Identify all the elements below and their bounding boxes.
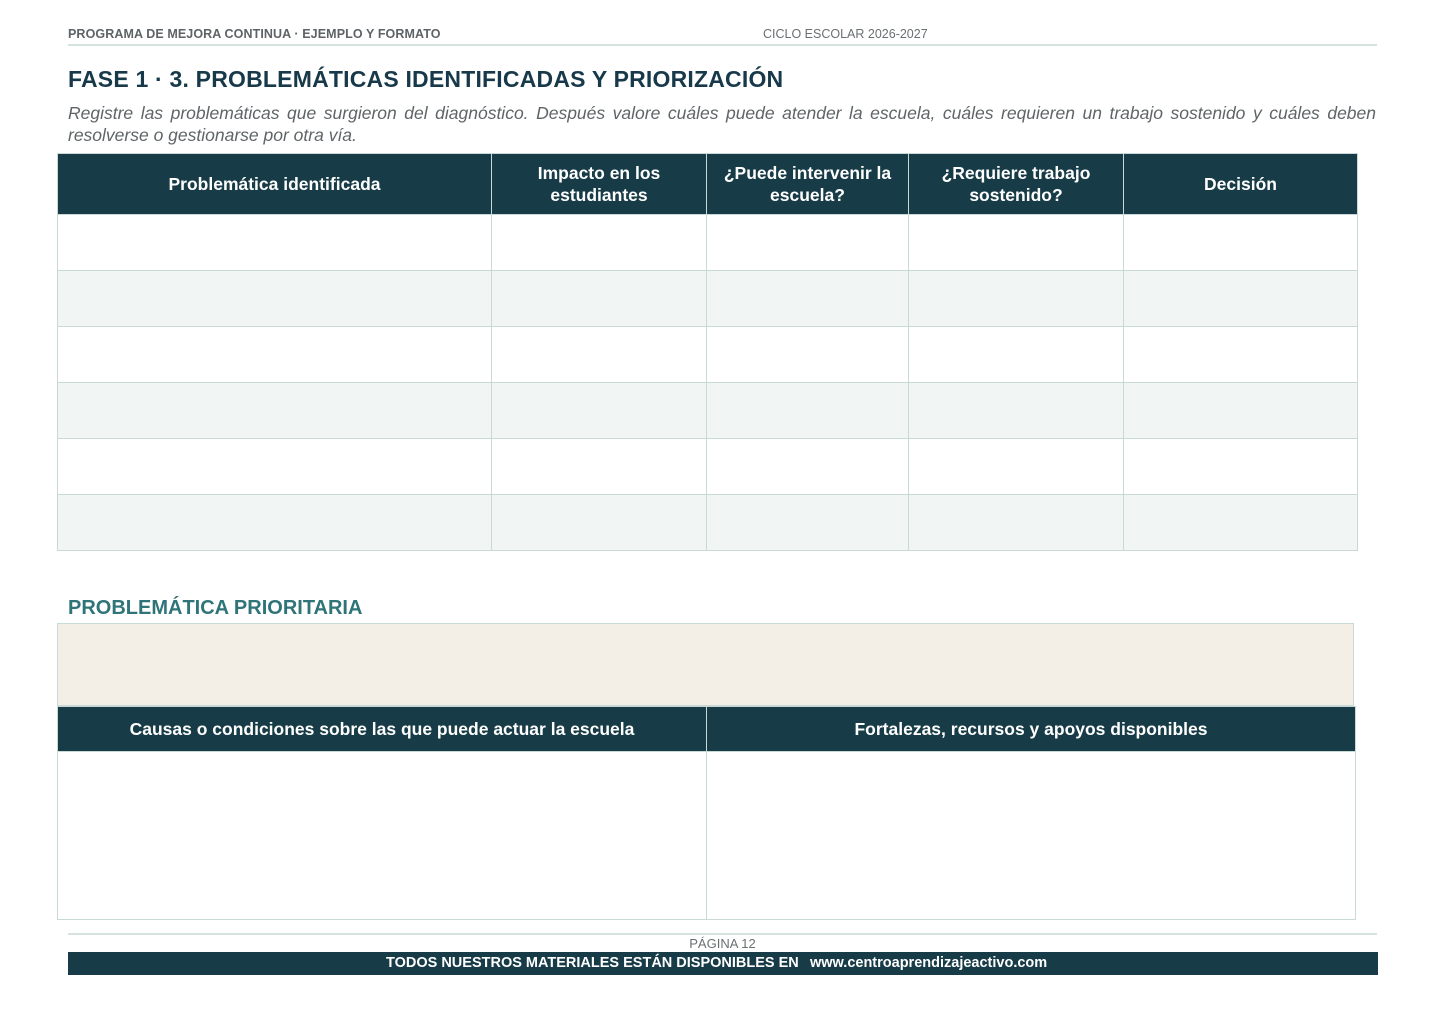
- table-row: [58, 752, 1356, 920]
- table-header-row: [58, 707, 1356, 752]
- footer-banner: [68, 952, 1378, 975]
- table-cell[interactable]: [492, 215, 707, 271]
- table-cell[interactable]: [58, 383, 492, 439]
- column-header-causes: Causas o condiciones sobre las que puede actuar la escuela: [58, 707, 707, 752]
- causes-resources-table: [57, 706, 1356, 920]
- table-cell[interactable]: [707, 439, 909, 495]
- table-row: [58, 383, 1358, 439]
- column-header-decision: Decisión: [1124, 154, 1358, 215]
- table-cell[interactable]: [492, 495, 707, 551]
- table-cell[interactable]: [1124, 439, 1358, 495]
- column-header-school-intervention: ¿Puede intervenir la escuela?: [707, 154, 909, 215]
- table-cell[interactable]: [707, 495, 909, 551]
- table-cell[interactable]: [707, 271, 909, 327]
- table-header-row: [58, 154, 1358, 215]
- school-cycle: CICLO ESCOLAR 2026-2027: [763, 27, 928, 41]
- footer-message: TODOS NUESTROS MATERIALES ESTÁN DISPONIBLES EN: [386, 955, 799, 971]
- strengths-field[interactable]: [707, 752, 1356, 920]
- priority-problem-field[interactable]: [57, 623, 1354, 706]
- table-row: [58, 215, 1358, 271]
- table-cell[interactable]: [1124, 383, 1358, 439]
- page-title: FASE 1 · 3. PROBLEMÁTICAS IDENTIFICADAS Y PRIORIZACIÓN: [68, 66, 784, 92]
- column-header-problem: Problemática identificada: [58, 154, 492, 215]
- footer-website-link[interactable]: www.centroaprendizajeactivo.com: [810, 955, 1048, 971]
- table-row: [58, 439, 1358, 495]
- table-cell[interactable]: [1124, 215, 1358, 271]
- footer-divider: [68, 933, 1377, 935]
- table-row: [58, 327, 1358, 383]
- table-cell[interactable]: [909, 495, 1124, 551]
- table-cell[interactable]: [909, 327, 1124, 383]
- page-number: PÁGINA 12: [689, 936, 756, 951]
- table-cell[interactable]: [492, 383, 707, 439]
- program-name: PROGRAMA DE MEJORA CONTINUA · EJEMPLO Y FORMATO: [68, 27, 441, 41]
- table-cell[interactable]: [58, 495, 492, 551]
- instructions-text: Registre las problemáticas que surgieron del diagnóstico. Después valore cuáles puede atender la escuela, cuáles requieren un trabajo sostenido y cuáles deben resolverse o gestionarse por otra vía.: [68, 103, 1376, 145]
- table-cell[interactable]: [909, 215, 1124, 271]
- table-cell[interactable]: [909, 439, 1124, 495]
- table-cell[interactable]: [492, 439, 707, 495]
- table-cell[interactable]: [58, 271, 492, 327]
- table-cell[interactable]: [492, 327, 707, 383]
- column-header-impact: Impacto en los estudiantes: [492, 154, 707, 215]
- table-cell[interactable]: [58, 215, 492, 271]
- table-cell[interactable]: [707, 327, 909, 383]
- table-cell[interactable]: [1124, 271, 1358, 327]
- page-header: [68, 27, 1377, 46]
- problems-table: [57, 153, 1358, 551]
- causes-field[interactable]: [58, 752, 707, 920]
- table-cell[interactable]: [58, 327, 492, 383]
- column-header-sustained-work: ¿Requiere trabajo sostenido?: [909, 154, 1124, 215]
- priority-section-title: PROBLEMÁTICA PRIORITARIA: [68, 597, 363, 619]
- table-cell[interactable]: [707, 383, 909, 439]
- table-cell[interactable]: [58, 439, 492, 495]
- table-row: [58, 495, 1358, 551]
- table-cell[interactable]: [909, 383, 1124, 439]
- table-cell[interactable]: [1124, 327, 1358, 383]
- table-cell[interactable]: [492, 271, 707, 327]
- table-cell[interactable]: [707, 215, 909, 271]
- table-cell[interactable]: [1124, 495, 1358, 551]
- table-cell[interactable]: [909, 271, 1124, 327]
- table-row: [58, 271, 1358, 327]
- column-header-strengths: Fortalezas, recursos y apoyos disponibles: [707, 707, 1356, 752]
